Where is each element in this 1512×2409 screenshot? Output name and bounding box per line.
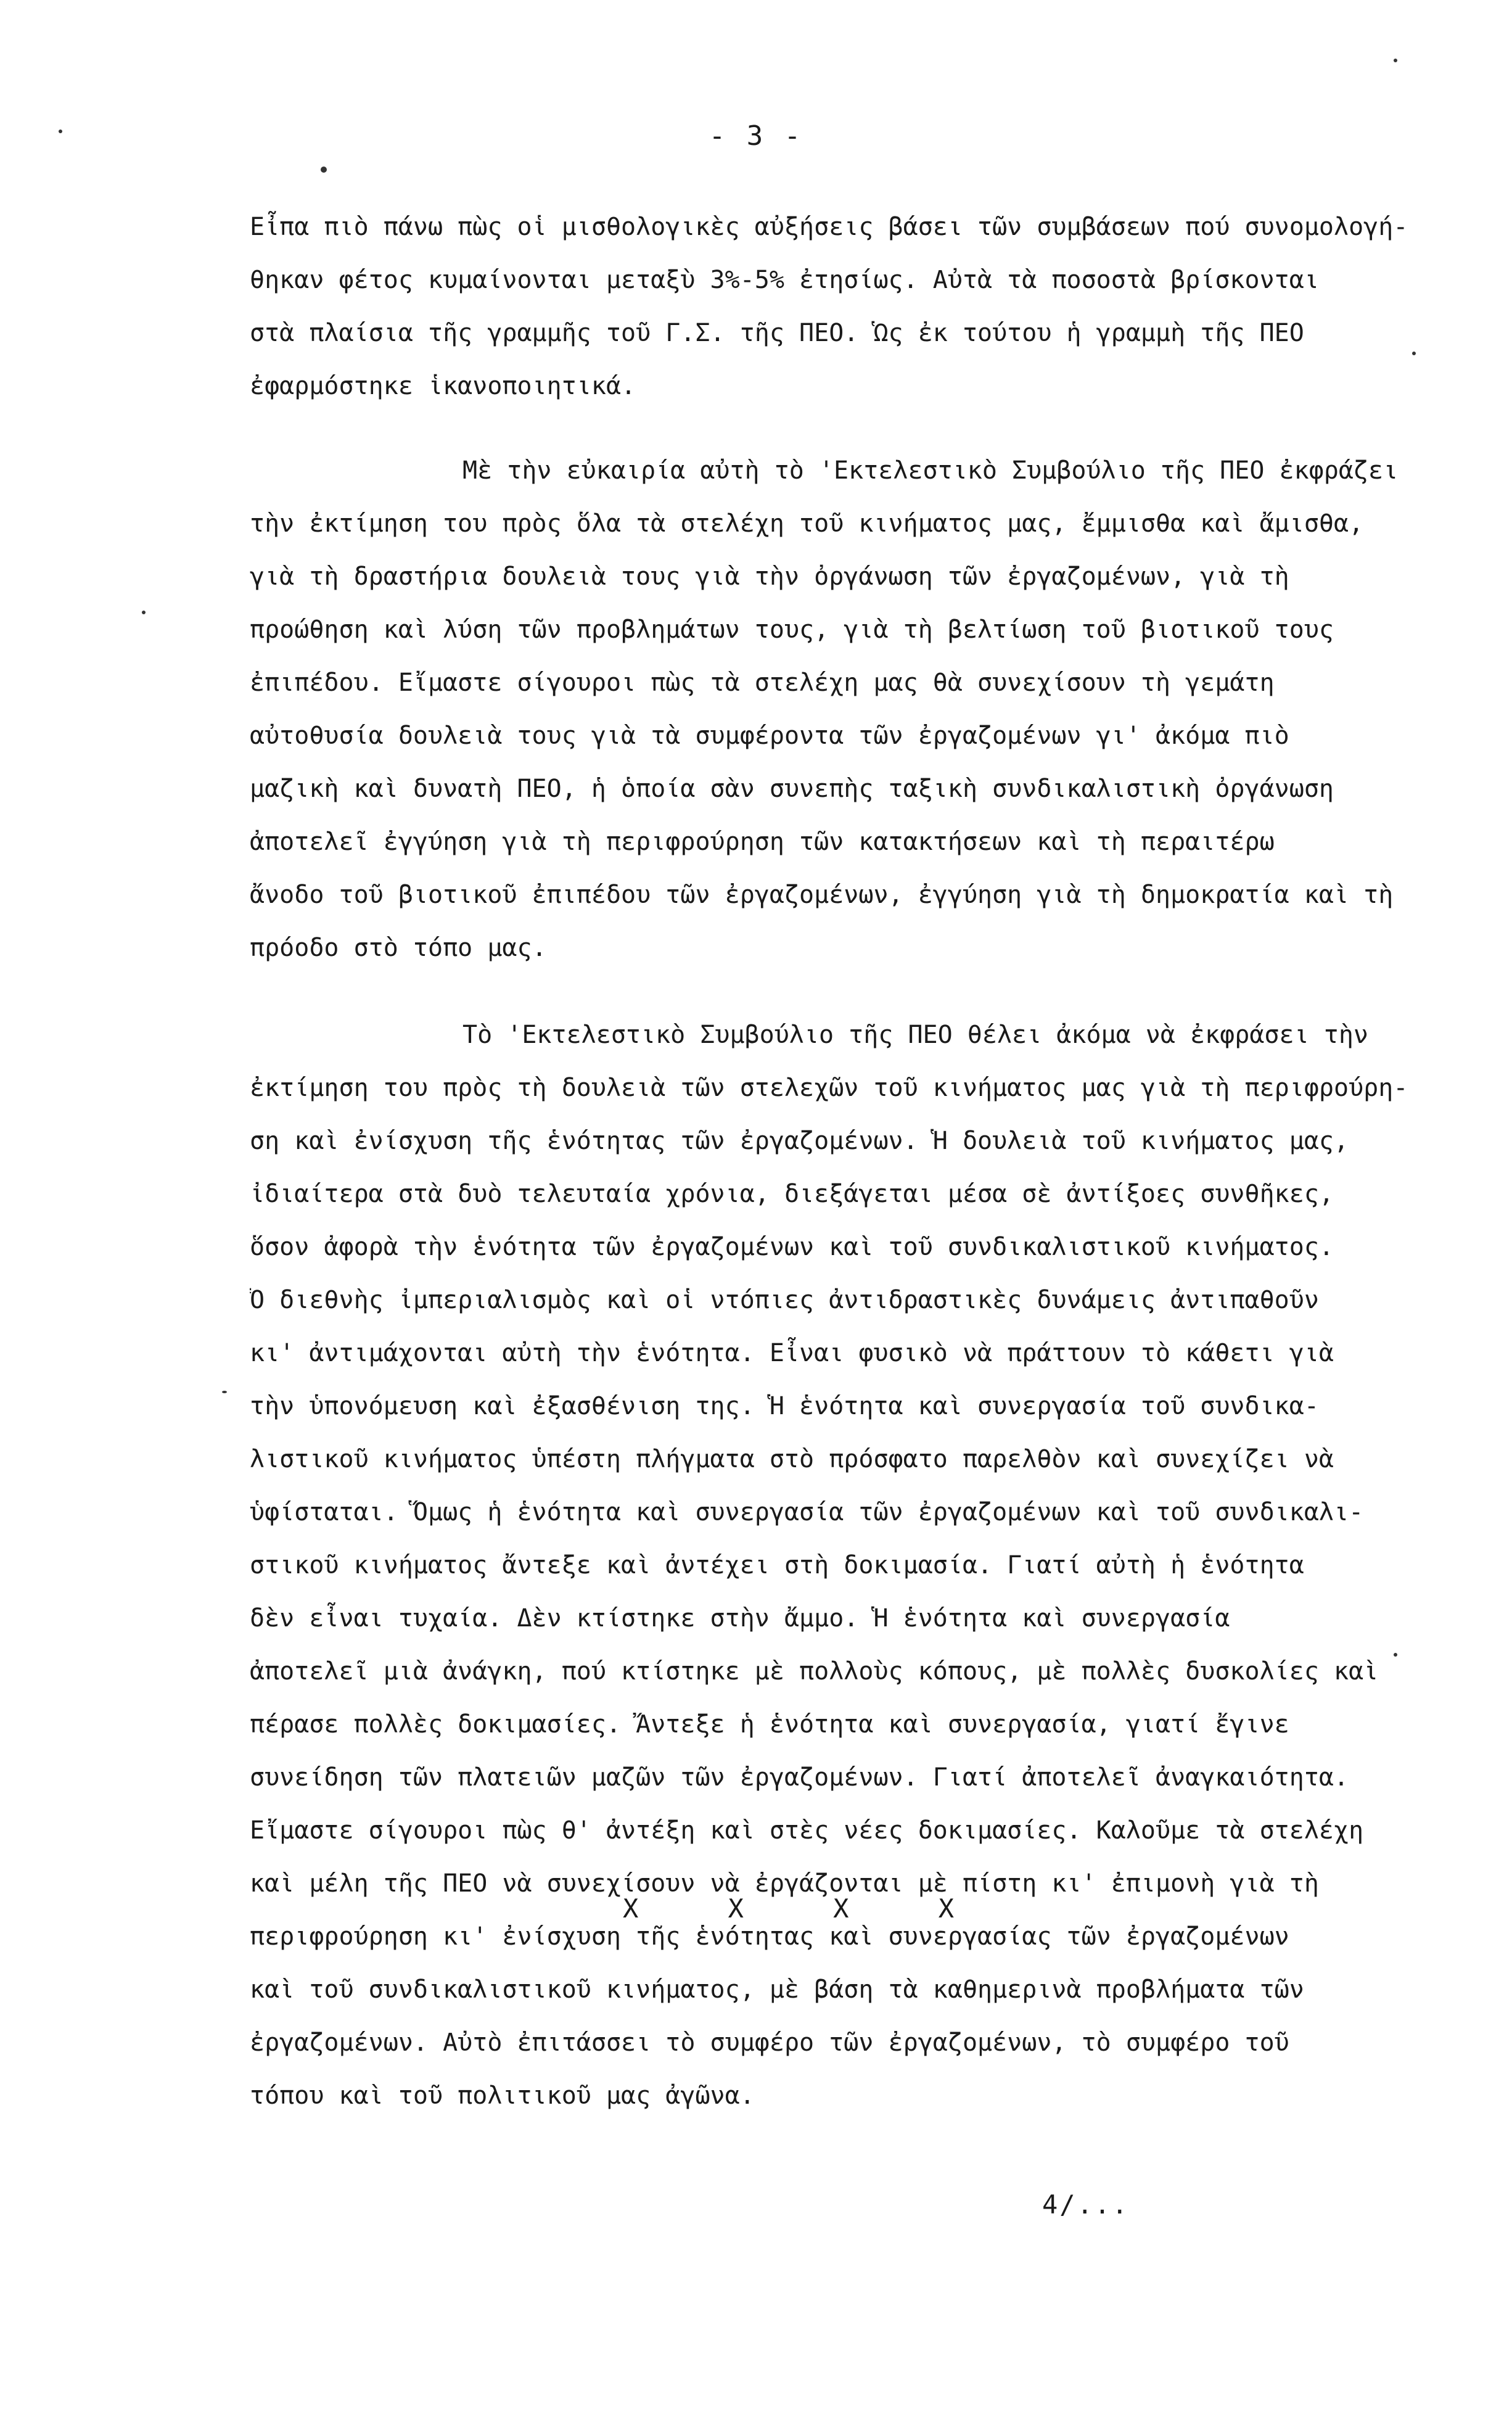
scan-speck	[321, 167, 327, 173]
text-line: θηκαν φέτος κυμαίνονται μεταξὺ 3%-5% ἐτησίως. Αὐτὰ τὰ ποσοστὰ βρίσκονται	[250, 266, 1319, 294]
continuation-marker: 4/...	[1042, 2189, 1130, 2220]
page-number: - 3 -	[709, 120, 803, 152]
paragraph-2	[250, 444, 1458, 974]
paragraph-3	[250, 1008, 1458, 2122]
text-line: κι' ἀντιμάχονται αὐτὴ τὴν ἑνότητα. Εἶναι φυσικὸ νὰ πράττουν τὸ κάθετι γιὰ	[250, 1339, 1334, 1367]
text-line: ἐργαζομένων. Αὐτὸ ἐπιτάσσει τὸ συμφέρο τῶν ἐργαζομένων, τὸ συμφέρο τοῦ	[250, 2028, 1289, 2057]
scan-speck	[1412, 352, 1416, 355]
text-line: ἰδιαίτερα στὰ δυὸ τελευταία χρόνια, διεξάγεται μέσα σὲ ἀντίξοες συνθῆκες,	[250, 1180, 1334, 1208]
scan-speck	[1394, 59, 1397, 62]
scan-speck	[142, 611, 146, 614]
section-separator: X X X X	[623, 1893, 992, 1924]
text-line: περιφρούρηση κι' ἐνίσχυση τῆς ἑνότητας καὶ συνεργασίας τῶν ἐργαζομένων	[250, 1922, 1289, 1951]
text-line: τὴν ἐκτίμηση του πρὸς ὅλα τὰ στελέχη τοῦ κινήματος μας, ἔμμισθα καὶ ἄμισθα,	[250, 509, 1364, 538]
text-line: ἐφαρμόστηκε ἱκανοποιητικά.	[250, 372, 636, 400]
text-line: μαζικὴ καὶ δυνατὴ ΠΕΟ, ἡ ὁποία σὰν συνεπὴς ταξικὴ συνδικαλιστικὴ ὀργάνωση	[250, 775, 1334, 803]
text-line: αὐτοθυσία δουλειὰ τους γιὰ τὰ συμφέροντα τῶν ἐργαζομένων γι' ἀκόμα πιὸ	[250, 722, 1289, 750]
text-line: λιστικοῦ κινήματος ὑπέστη πλήγματα στὸ πρόσφατο παρελθὸν καὶ συνεχίζει νὰ	[250, 1445, 1334, 1473]
text-line: Τὸ 'Εκτελεστικὸ Συμβούλιο τῆς ΠΕΟ θέλει ἀκόμα νὰ ἐκφράσει τὴν	[462, 1021, 1369, 1049]
text-line: συνείδηση τῶν πλατειῶν μαζῶν τῶν ἐργαζομένων. Γιατί ἀποτελεῖ ἀναγκαιότητα.	[250, 1763, 1349, 1792]
text-line: ἄνοδο τοῦ βιοτικοῦ ἐπιπέδου τῶν ἐργαζομένων, ἐγγύηση γιὰ τὴ δημοκρατία καὶ τὴ	[250, 881, 1394, 909]
text-line: Μὲ τὴν εὐκαιρία αὐτὴ τὸ 'Εκτελεστικὸ Συμβούλιο τῆς ΠΕΟ ἐκφράζει	[462, 456, 1399, 485]
text-line: τόπου καὶ τοῦ πολιτικοῦ μας ἀγῶνα.	[250, 2082, 755, 2110]
text-line: ση καὶ ἐνίσχυση τῆς ἑνότητας τῶν ἐργαζομένων. Ἡ δουλειὰ τοῦ κινήματος μας,	[250, 1127, 1349, 1155]
scan-speck	[222, 1391, 227, 1393]
text-line: δὲν εἶναι τυχαία. Δὲν κτίστηκε στὴν ἄμμο. Ἡ ἑνότητα καὶ συνεργασία	[250, 1604, 1230, 1633]
text-line: ὑφίσταται. Ὅμως ἡ ἑνότητα καὶ συνεργασία τῶν ἐργαζομένων καὶ τοῦ συνδικαλι-	[250, 1498, 1364, 1526]
text-line: στὰ πλαίσια τῆς γραμμῆς τοῦ Γ.Σ. τῆς ΠΕΟ. Ὡς ἐκ τούτου ἡ γραμμὴ τῆς ΠΕΟ	[250, 319, 1304, 347]
text-line: καὶ τοῦ συνδικαλιστικοῦ κινήματος, μὲ βάση τὰ καθημερινὰ προβλήματα τῶν	[250, 1975, 1304, 2004]
text-line: ἐκτίμηση του πρὸς τὴ δουλειὰ τῶν στελεχῶν τοῦ κινήματος μας γιὰ τὴ περιφρούρη-	[250, 1074, 1408, 1102]
scan-speck	[59, 130, 62, 133]
text-line: καὶ μέλη τῆς ΠΕΟ νὰ συνεχίσουν νὰ ἐργάζονται μὲ πίστη κι' ἐπιμονὴ γιὰ τὴ	[250, 1869, 1319, 1898]
text-line: πρόοδο στὸ τόπο μας.	[250, 934, 547, 962]
text-line: πέρασε πολλὲς δοκιμασίες. Ἄντεξε ἡ ἑνότητα καὶ συνεργασία, γιατί ἔγινε	[250, 1710, 1289, 1739]
text-line: τὴν ὑπονόμευση καὶ ἐξασθένιση της. Ἡ ἑνότητα καὶ συνεργασία τοῦ συνδικα-	[250, 1392, 1319, 1420]
text-line: ἀποτελεῖ μιὰ ἀνάγκη, πού κτίστηκε μὲ πολλοὺς κόπους, μὲ πολλὲς δυσκολίες καὶ	[250, 1657, 1379, 1686]
text-line: ἐπιπέδου. Εἴμαστε σίγουροι πὼς τὰ στελέχη μας θὰ συνεχίσουν τὴ γεμάτη	[250, 669, 1275, 697]
text-line: προώθηση καὶ λύση τῶν προβλημάτων τους, γιὰ τὴ βελτίωση τοῦ βιοτικοῦ τους	[250, 616, 1334, 644]
paragraph-1	[250, 200, 1458, 413]
text-line: ὅσον ἀφορὰ τὴν ἑνότητα τῶν ἐργαζομένων καὶ τοῦ συνδικαλιστικοῦ κινήματος.	[250, 1233, 1334, 1261]
text-line: στικοῦ κινήματος ἄντεξε καὶ ἀντέχει στὴ δοκιμασία. Γιατί αὐτὴ ἡ ἑνότητα	[250, 1551, 1304, 1579]
text-line: ἀποτελεῖ ἐγγύηση γιὰ τὴ περιφρούρηση τῶν κατακτήσεων καὶ τὴ περαιτέρω	[250, 828, 1275, 856]
text-line: Ὁ διεθνὴς ἰμπεριαλισμὸς καὶ οἱ ντόπιες ἀντιδραστικὲς δυνάμεις ἀντιπαθοῦν	[250, 1286, 1319, 1314]
text-line: Εἶπα πιὸ πάνω πὼς οἱ μισθολογικὲς αὐξήσεις βάσει τῶν συμβάσεων πού συνομολογή-	[250, 213, 1408, 241]
scan-speck	[1394, 1653, 1397, 1657]
text-line: γιὰ τὴ δραστήρια δουλειὰ τους γιὰ τὴν ὀργάνωση τῶν ἐργαζομένων, γιὰ τὴ	[250, 562, 1289, 591]
text-line: Εἴμαστε σίγουροι πὼς θ' ἀντέξη καὶ στὲς νέες δοκιμασίες. Καλοῦμε τὰ στελέχη	[250, 1816, 1364, 1845]
